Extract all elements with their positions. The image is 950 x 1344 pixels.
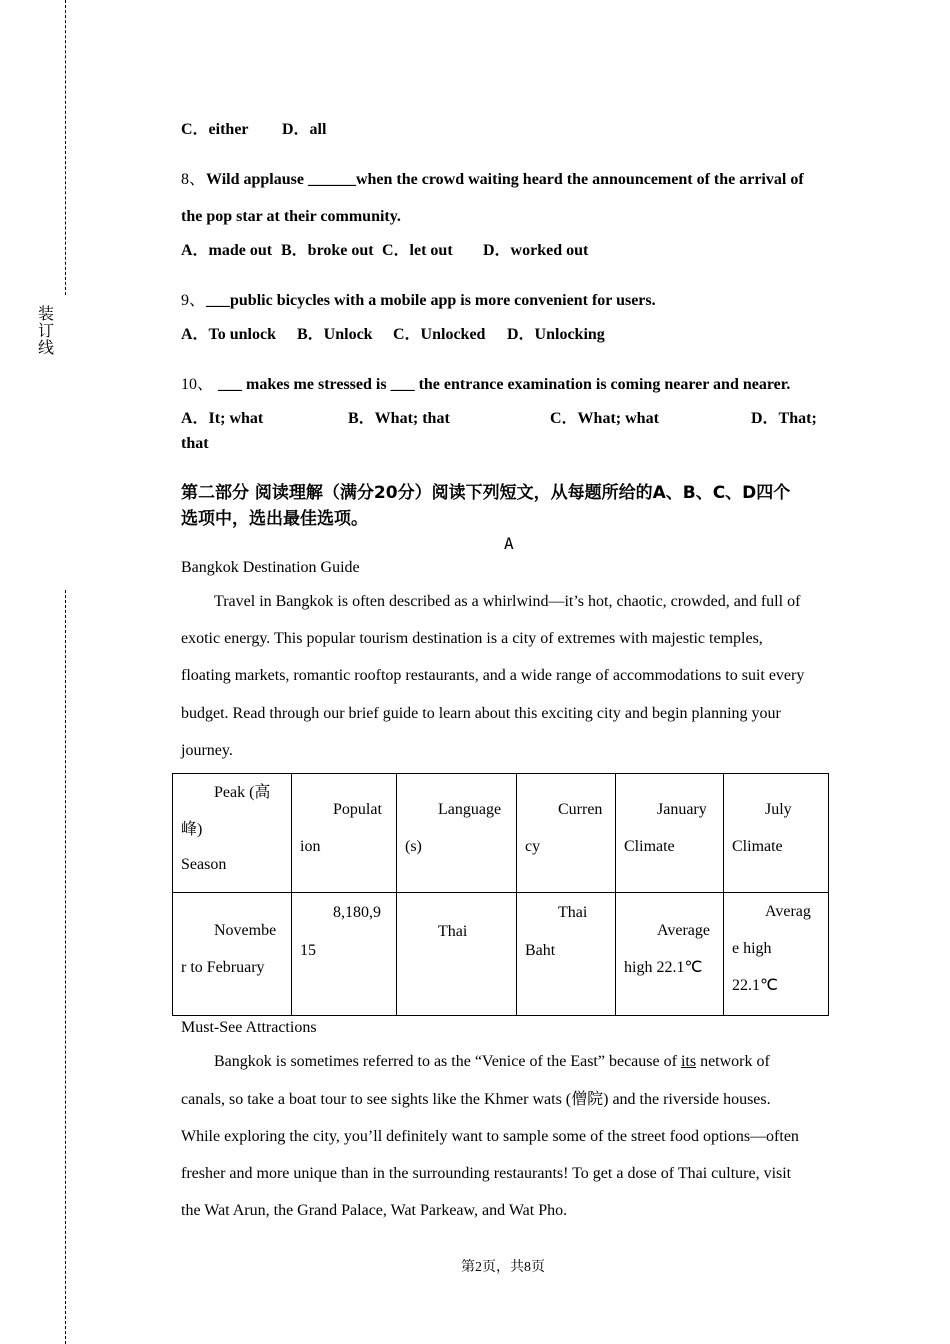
para2-underlined-word: its (680, 1053, 697, 1070)
table-header: July (765, 801, 792, 818)
table-cell: 15 (300, 942, 316, 959)
table-cell: Averag (765, 903, 811, 920)
para2-line: fresher and more unique than in the surrounding restaurants! To get a dose of Thai culture, visit (181, 1165, 792, 1182)
para2-text: Bangkok is sometimes referred to as the “Venice of the East” because of (214, 1053, 681, 1070)
q9-option-b: B．Unlock (297, 326, 373, 343)
binding-char: 装 (38, 304, 55, 323)
q10-text: ___ makes me stressed is ___ the entrance examination is coming nearer and nearer. (218, 376, 791, 393)
table-header: (s) (405, 838, 422, 855)
para2-line: the Wat Arun, the Grand Palace, Wat Parkeaw, and Wat Pho. (181, 1202, 568, 1219)
q10-number: 10、 (181, 376, 214, 393)
q9-option-c: C．Unlocked (393, 326, 486, 343)
q10-option-a: A．It; what (181, 410, 264, 427)
passage-title: Bangkok Destination Guide (181, 559, 360, 576)
table-header: Peak (高 (214, 784, 271, 801)
binding-char: 订 (38, 321, 55, 340)
table-divider (516, 773, 517, 1015)
page-footer: 第2页，共8页 (461, 1260, 545, 1275)
table-cell: 22.1℃ (732, 977, 778, 994)
para2-text: network of (696, 1053, 770, 1070)
q10-option-b: B．What; that (348, 410, 450, 427)
para2-line (214, 1052, 770, 1072)
para2-line: canals, so take a boat tour to see sights like the Khmer wats (僧院) and the riverside houses. (181, 1091, 771, 1108)
q9-option-d: D．Unlocking (507, 326, 605, 343)
table-header: Curren (558, 801, 603, 818)
table-cell: Thai (558, 904, 588, 921)
passage-letter: A (504, 534, 514, 553)
table-cell: Baht (525, 942, 556, 959)
q10-option-c: C．What; what (550, 410, 659, 427)
binding-label (38, 305, 54, 356)
table-header: Populat (333, 801, 382, 818)
table-divider (615, 773, 616, 1015)
q8-text-cont: the pop star at their community. (181, 208, 401, 225)
table-cell: 8,180,9 (333, 904, 381, 921)
q7-option-d: D．all (282, 121, 327, 138)
q9-option-a: A．To unlock (181, 326, 277, 343)
para2-line: While exploring the city, you’ll definitely want to sample some of the street food options—often (181, 1128, 799, 1145)
table-header: 峰) (181, 821, 203, 838)
q8-number: 8、 (181, 171, 206, 188)
q8-option-a: A．made out (181, 242, 273, 259)
binding-char: 线 (38, 338, 55, 357)
table-header: Language (438, 801, 502, 818)
binding-line-top (65, 0, 66, 295)
table-header: Climate (624, 838, 675, 855)
section-heading: 第二部分 阅读理解（满分20分）阅读下列短文，从每题所给的A、B、C、D四个 (181, 483, 791, 503)
q9-text: ___public bicycles with a mobile app is more convenient for users. (206, 292, 656, 309)
binding-line-bottom (65, 590, 66, 1344)
q8-text: Wild applause ______when the crowd waiting heard the announcement of the arrival of (206, 171, 804, 188)
para1-line: budget. Read through our brief guide to learn about this exciting city and begin planning your (181, 705, 781, 722)
table-divider (723, 773, 724, 1015)
q10-option-d: D．That; (751, 410, 817, 427)
table-cell: high 22.1℃ (624, 959, 703, 976)
table-header: Season (181, 856, 227, 873)
table-header: ion (300, 838, 321, 855)
table-header: cy (525, 838, 541, 855)
q10-option-d-wrap: that (181, 435, 209, 452)
para1-line: journey. (181, 742, 233, 759)
q8-option-b: B．broke out (281, 242, 374, 259)
para1-line: exotic energy. This popular tourism destination is a city of extremes with majestic temples, (181, 630, 763, 647)
q9-number: 9、 (181, 292, 206, 309)
section-subtitle: Must-See Attractions (181, 1019, 317, 1036)
table-cell: Average (657, 922, 710, 939)
table-header: January (657, 801, 707, 818)
q7-option-c: C．either (181, 121, 249, 138)
q8-option-d: D．worked out (483, 242, 589, 259)
table-cell: Novembe (214, 922, 277, 939)
table-cell: e high (732, 940, 772, 957)
table-divider (396, 773, 397, 1015)
table-header: Climate (732, 838, 783, 855)
table-divider (172, 892, 828, 893)
q8-option-c: C．let out (382, 242, 453, 259)
para1-line: floating markets, romantic rooftop restaurants, and a wide range of accommodations to suit every (181, 667, 805, 684)
section-heading-cont: 选项中，选出最佳选项。 (181, 509, 368, 529)
table-cell: Thai (438, 923, 468, 940)
para1-line: Travel in Bangkok is often described as a whirlwind—it’s hot, chaotic, crowded, and full of (214, 593, 801, 610)
table-divider (291, 773, 292, 1015)
table-cell: r to February (181, 959, 265, 976)
